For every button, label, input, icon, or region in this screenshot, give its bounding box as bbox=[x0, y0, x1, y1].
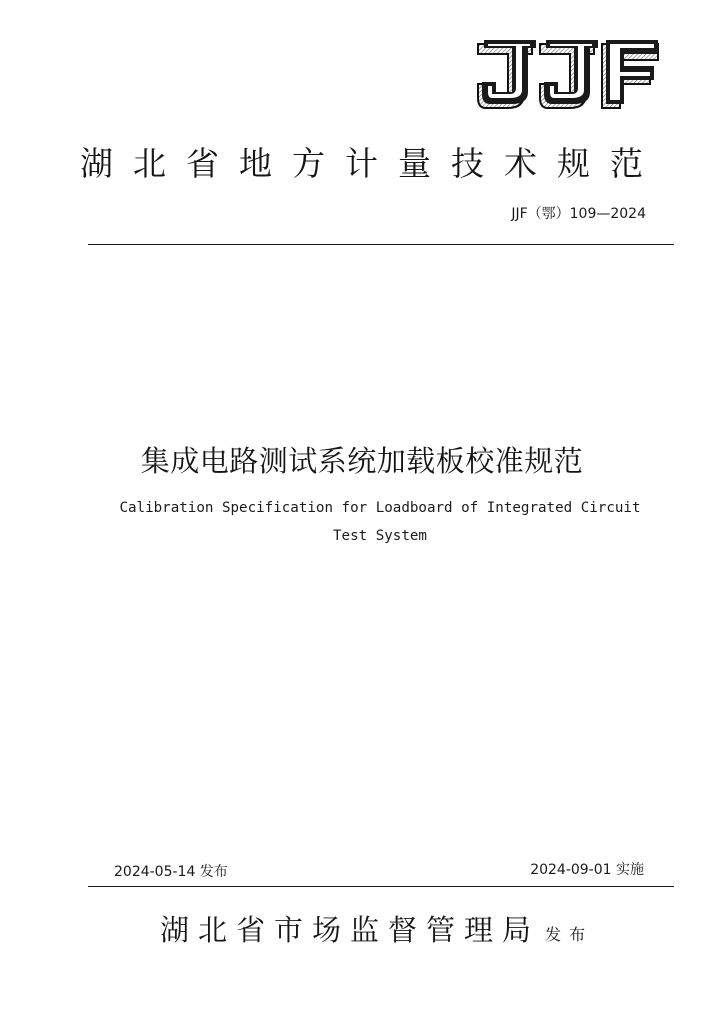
jjf-logo-icon bbox=[474, 38, 660, 112]
publisher bbox=[160, 908, 593, 957]
logo-letter-f bbox=[602, 40, 658, 108]
document-title-english: Calibration Specification for Loadboard of Integrated Circuit Test System bbox=[119, 500, 641, 544]
document-title: 集成电路测试系统加载板校准规范 bbox=[140, 444, 584, 478]
header-divider bbox=[88, 244, 674, 245]
standard-number: JJF（鄂）109—2024 bbox=[511, 206, 646, 222]
issue-date: 2024-05-14 发布 bbox=[114, 864, 228, 880]
logo-letter-j1 bbox=[478, 40, 536, 108]
footer-divider bbox=[88, 886, 674, 887]
publisher-suffix: 发布 bbox=[545, 925, 594, 944]
implementation-date: 2024-09-01 实施 bbox=[530, 862, 644, 878]
series-title: 湖北省地方计量技术规范 bbox=[80, 144, 663, 183]
publisher-name: 湖北省市场监督管理局 bbox=[160, 913, 541, 947]
logo-letter-j2 bbox=[540, 40, 598, 108]
